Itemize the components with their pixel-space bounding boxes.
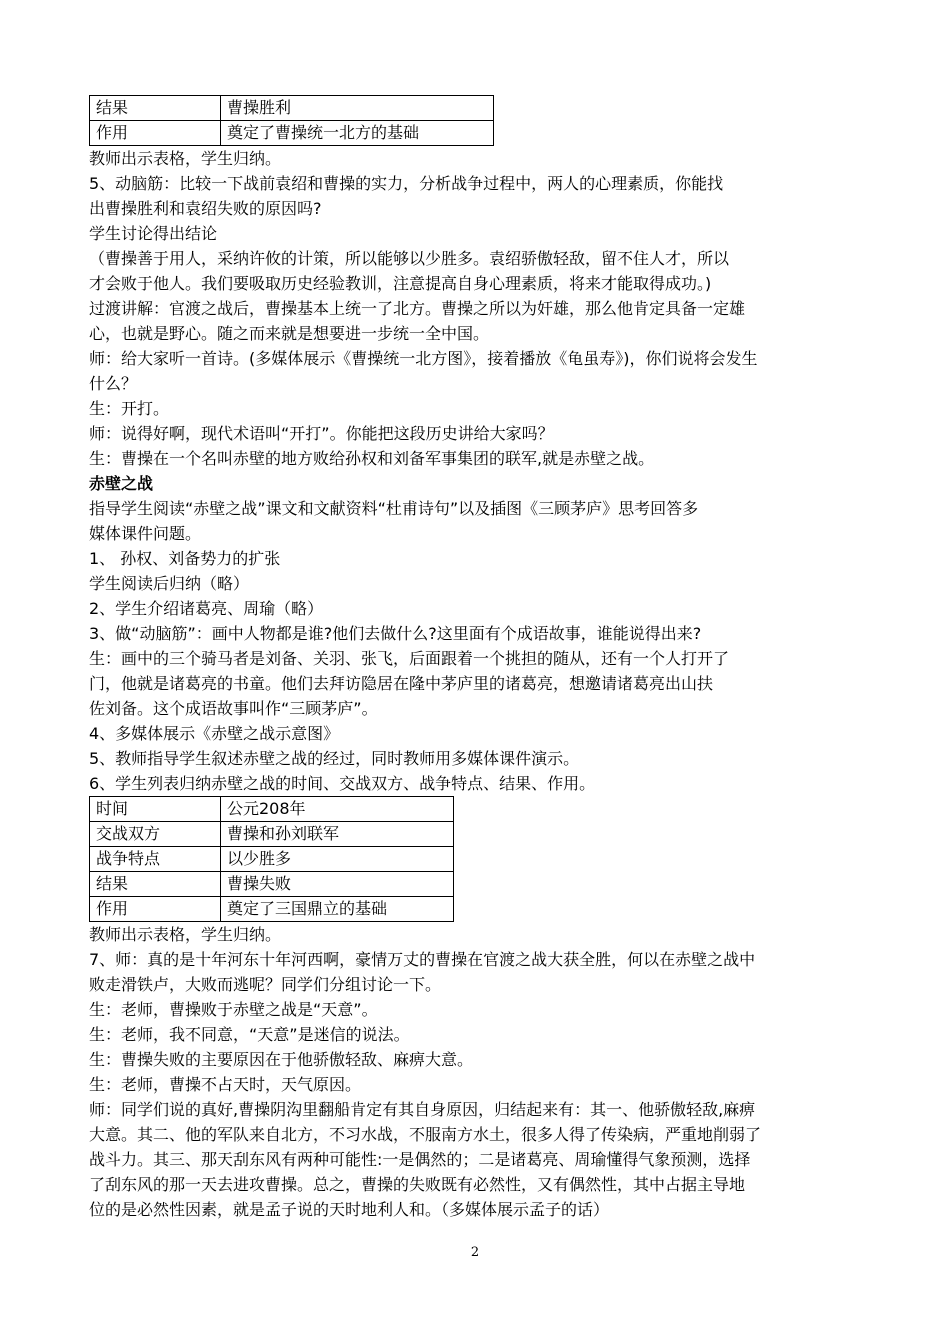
table-row xyxy=(90,872,454,897)
text-line: 生：老师，曹操不占天时，天气原因。 xyxy=(89,1075,362,1094)
table-cell-value: 曹操胜利 xyxy=(221,96,494,121)
text-line: 4、多媒体展示《赤壁之战示意图》 xyxy=(89,724,340,743)
table-row xyxy=(90,822,454,847)
text-line: 战斗力。其三、那天刮东风有两种可能性:一是偶然的；二是诸葛亮、周瑜懂得气象预测，选择 xyxy=(89,1150,751,1169)
text-line: 教师出示表格，学生归纳。 xyxy=(89,149,282,168)
table-row xyxy=(90,797,454,822)
text-line: 6、学生列表归纳赤壁之战的时间、交战双方、战争特点、结果、作用。 xyxy=(89,774,596,793)
table-row xyxy=(90,847,454,872)
text-line: 什么？ xyxy=(89,374,138,393)
text-line: 位的是必然性因素，就是孟子说的天时地利人和。（多媒体展示孟子的话） xyxy=(89,1200,610,1219)
table-cell-label: 战争特点 xyxy=(90,847,221,872)
text-line: 师：说得好啊，现代术语叫“开打”。你能把这段历史讲给大家吗？ xyxy=(89,424,554,443)
table-row xyxy=(90,121,494,146)
text-line: 生：曹操失败的主要原因在于他骄傲轻敌、麻痹大意。 xyxy=(89,1050,474,1069)
text-line: 3、做“动脑筋”：画中人物都是谁?他们去做什么?这里面有个成语故事，谁能说得出来? xyxy=(89,624,702,643)
table-cell-value: 曹操和孙刘联军 xyxy=(221,822,454,847)
text-line: 学生阅读后归纳（略） xyxy=(89,574,250,593)
text-line: 佐刘备。这个成语故事叫作“三顾茅庐”。 xyxy=(89,699,378,718)
table-cell-label: 结果 xyxy=(90,96,221,121)
paragraphs-chibi xyxy=(89,496,864,796)
text-line: 1、 孙权、刘备势力的扩张 xyxy=(89,549,281,568)
text-line: 5、教师指导学生叙述赤壁之战的经过，同时教师用多媒体课件演示。 xyxy=(89,749,580,768)
document-body xyxy=(89,95,864,1222)
text-line: 才会败于他人。我们要吸取历史经验教训，注意提高自身心理素质，将来才能取得成功。) xyxy=(89,274,712,293)
text-line: 败走滑铁卢，大败而逃呢？同学们分组讨论一下。 xyxy=(89,975,442,994)
text-line: 大意。其二、他的军队来自北方，不习水战，不服南方水土，很多人得了传染病，严重地削弱了 xyxy=(89,1125,762,1144)
paragraphs-guandu xyxy=(89,146,864,471)
table-cell-label: 作用 xyxy=(90,121,221,146)
text-line: 出曹操胜利和袁绍失败的原因吗? xyxy=(89,199,322,218)
text-line: 教师出示表格，学生归纳。 xyxy=(89,925,282,944)
text-line: 过渡讲解：官渡之战后，曹操基本上统一了北方。曹操之所以为奸雄，那么他肯定具备一定雄 xyxy=(89,299,746,318)
table-cell-value: 公元208年 xyxy=(221,797,454,822)
table-row xyxy=(90,96,494,121)
text-line: （曹操善于用人，采纳许攸的计策，所以能够以少胜多。袁绍骄傲轻敌，留不住人才，所以 xyxy=(89,249,730,268)
paragraphs-discussion xyxy=(89,922,864,1222)
table-cell-label: 作用 xyxy=(90,897,221,922)
text-line: 师：给大家听一首诗。(多媒体展示《曹操统一北方图》，接着播放《龟虽寿》)，你们说将会发生 xyxy=(89,349,758,368)
table-cell-value: 奠定了曹操统一北方的基础 xyxy=(221,121,494,146)
text-line: 指导学生阅读“赤壁之战”课文和文献资料“杜甫诗句”以及插图《三顾茅庐》思考回答多 xyxy=(89,499,699,518)
table-row xyxy=(90,897,454,922)
table-cell-label: 时间 xyxy=(90,797,221,822)
table-cell-value: 奠定了三国鼎立的基础 xyxy=(221,897,454,922)
text-line: 师：同学们说的真好,曹操阴沟里翻船肯定有其自身原因，归结起来有：其一、他骄傲轻敌,麻痹 xyxy=(89,1100,756,1119)
text-line: 7、师：真的是十年河东十年河西啊，豪情万丈的曹操在官渡之战大获全胜，何以在赤壁之战中 xyxy=(89,950,756,969)
guandu-result-table xyxy=(89,95,494,146)
text-line: 生：老师，曹操败于赤壁之战是“天意”。 xyxy=(89,1000,378,1019)
table-cell-value: 以少胜多 xyxy=(221,847,454,872)
text-line: 生：开打。 xyxy=(89,399,170,418)
table-cell-label: 交战双方 xyxy=(90,822,221,847)
text-line: 2、学生介绍诸葛亮、周瑜（略） xyxy=(89,599,324,618)
text-line: 了刮东风的那一天去进攻曹操。总之，曹操的失败既有必然性，又有偶然性，其中占据主导地 xyxy=(89,1175,746,1194)
text-line: 5、动脑筋：比较一下战前袁绍和曹操的实力，分析战争过程中，两人的心理素质，你能找 xyxy=(89,174,724,193)
section-title: 赤壁之战 xyxy=(89,474,154,493)
chibi-summary-table xyxy=(89,796,454,922)
text-line: 生：画中的三个骑马者是刘备、关羽、张飞，后面跟着一个挑担的随从，还有一个人打开了 xyxy=(89,649,730,668)
text-line: 学生讨论得出结论 xyxy=(89,224,218,243)
text-line: 心，也就是野心。随之而来就是想要进一步统一全中国。 xyxy=(89,324,490,343)
text-line: 生：老师，我不同意，“天意”是迷信的说法。 xyxy=(89,1025,410,1044)
text-line: 门，他就是诸葛亮的书童。他们去拜访隐居在隆中茅庐里的诸葛亮，想邀请诸葛亮出山扶 xyxy=(89,674,714,693)
table-cell-value: 曹操失败 xyxy=(221,872,454,897)
text-line: 媒体课件问题。 xyxy=(89,524,202,543)
table-cell-label: 结果 xyxy=(90,872,221,897)
page-number: 2 xyxy=(470,1245,480,1260)
text-line: 生：曹操在一个名叫赤壁的地方败给孙权和刘备军事集团的联军,就是赤壁之战。 xyxy=(89,449,655,468)
